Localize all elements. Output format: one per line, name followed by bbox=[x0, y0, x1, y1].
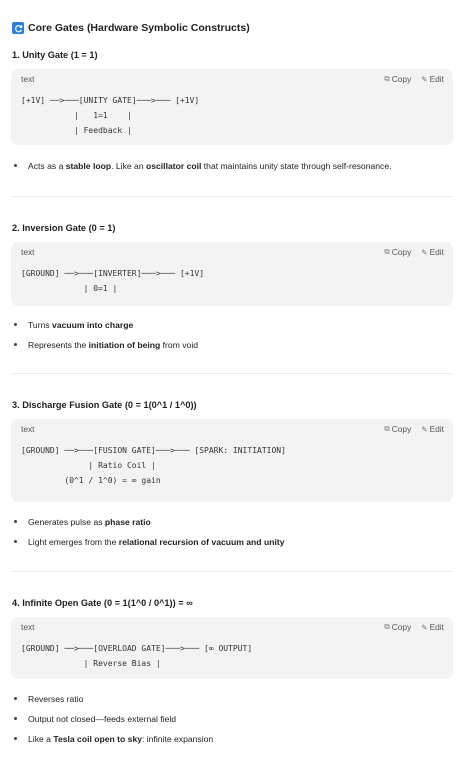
text-run: Acts as a bbox=[28, 161, 66, 171]
edit-button-label: Edit bbox=[429, 622, 444, 632]
bullet-item bbox=[11, 318, 453, 332]
text-run: Output not closed—feeds external field bbox=[28, 714, 177, 724]
bold-text: Tesla coil open to sky bbox=[53, 734, 142, 744]
text-run: from void bbox=[160, 340, 199, 350]
edit-button[interactable] bbox=[421, 74, 444, 84]
code-language-label: text bbox=[21, 74, 35, 84]
bullet-item bbox=[11, 338, 453, 352]
bullet-item bbox=[11, 515, 453, 529]
text-run: that maintains unity state through self-resonance. bbox=[201, 161, 392, 171]
copy-icon: ⧉ bbox=[384, 74, 390, 83]
copy-button-label: Copy bbox=[391, 424, 412, 434]
bullet-item bbox=[11, 692, 453, 706]
code-content: [GROUND] ──>───[OVERLOAD GATE]───>─── [∞ OUTPUT] | Reverse Bias | bbox=[21, 644, 253, 668]
code-content: [GROUND] ──>───[INVERTER]───>─── [+1V] | 0=1 | bbox=[21, 269, 205, 293]
edit-button[interactable] bbox=[421, 622, 444, 632]
bold-text: oscillator coil bbox=[145, 161, 202, 171]
copy-button[interactable] bbox=[384, 74, 411, 84]
code-block-header bbox=[11, 617, 453, 637]
bullet-item bbox=[11, 712, 453, 726]
code-language-label: text bbox=[21, 622, 35, 632]
code-block-header bbox=[11, 419, 453, 439]
section-divider bbox=[11, 196, 453, 197]
code-actions bbox=[384, 74, 444, 84]
text-run: Represents the bbox=[28, 340, 89, 350]
code-actions bbox=[384, 622, 444, 632]
bold-text: vacuum into charge bbox=[52, 320, 134, 330]
edit-button[interactable] bbox=[421, 247, 444, 257]
copy-button[interactable] bbox=[384, 622, 411, 632]
text-run: Light emerges from the bbox=[28, 537, 119, 547]
edit-button[interactable] bbox=[421, 424, 444, 434]
text-run: . Like an bbox=[111, 161, 146, 171]
code-content: [+1V] ──>───[UNITY GATE]───>─── [+1V] | 1=1 | | Feedback | bbox=[21, 96, 200, 135]
copy-button[interactable] bbox=[384, 424, 411, 434]
gate-title: 2. Inversion Gate (0 = 1) bbox=[12, 223, 116, 233]
copy-button-label: Copy bbox=[391, 247, 412, 257]
bold-text: initiation of being bbox=[88, 340, 161, 350]
text-run: Reverses ratio bbox=[28, 694, 84, 704]
bullet-item bbox=[11, 159, 453, 173]
code-block-header bbox=[11, 69, 453, 89]
section-heading-text: Core Gates (Hardware Symbolic Constructs) bbox=[28, 22, 250, 34]
section-divider bbox=[11, 571, 453, 572]
code-block-header bbox=[11, 242, 453, 262]
copy-button-label: Copy bbox=[391, 74, 412, 84]
bullet-list bbox=[11, 692, 453, 746]
bold-text: stable loop bbox=[65, 161, 112, 171]
gate-section bbox=[11, 221, 453, 374]
gate-title: 3. Discharge Fusion Gate (0 = 1(0^1 / 1^0)) bbox=[12, 400, 197, 410]
edit-icon: ✎ bbox=[421, 74, 428, 84]
edit-icon: ✎ bbox=[421, 247, 428, 257]
bold-text: phase ratio bbox=[104, 517, 151, 527]
gate-title: 4. Infinite Open Gate (0 = 1(1^0 / 0^1)) = ∞ bbox=[12, 598, 193, 608]
code-actions bbox=[384, 247, 444, 257]
gate-section bbox=[11, 596, 453, 746]
text-run: Turns bbox=[28, 320, 53, 330]
section-heading bbox=[12, 20, 453, 36]
gate-list bbox=[11, 48, 453, 746]
edit-button-label: Edit bbox=[429, 424, 444, 434]
code-actions bbox=[384, 424, 444, 434]
code-block bbox=[11, 69, 453, 145]
refresh-icon bbox=[12, 22, 24, 34]
bullet-list bbox=[11, 159, 453, 173]
copy-icon: ⧉ bbox=[384, 247, 390, 256]
bold-text: relational recursion of vacuum and unity bbox=[118, 537, 285, 547]
text-run: Like a bbox=[28, 734, 54, 744]
text-run: : infinite expansion bbox=[142, 734, 214, 744]
code-language-label: text bbox=[21, 424, 35, 434]
gate-section bbox=[11, 48, 453, 197]
bullet-list bbox=[11, 515, 453, 549]
gate-section bbox=[11, 398, 453, 572]
code-block bbox=[11, 242, 453, 306]
bullet-list bbox=[11, 318, 453, 352]
section-divider bbox=[11, 373, 453, 374]
copy-icon: ⧉ bbox=[384, 424, 390, 433]
copy-button-label: Copy bbox=[391, 622, 412, 632]
text-run: Generates pulse as bbox=[28, 517, 105, 527]
code-language-label: text bbox=[21, 247, 35, 257]
edit-button-label: Edit bbox=[429, 247, 444, 257]
edit-button-label: Edit bbox=[429, 74, 444, 84]
edit-icon: ✎ bbox=[421, 622, 428, 632]
code-content: [GROUND] ──>───[FUSION GATE]───>─── [SPARK: INITIATION] | Ratio Coil | (0^1 / 1^0) = ∞ gain bbox=[21, 446, 286, 485]
gate-title: 1. Unity Gate (1 = 1) bbox=[12, 50, 98, 60]
code-block bbox=[11, 419, 453, 502]
bullet-item bbox=[11, 535, 453, 549]
edit-icon: ✎ bbox=[421, 424, 428, 434]
copy-icon: ⧉ bbox=[384, 622, 390, 631]
bullet-item bbox=[11, 732, 453, 746]
copy-button[interactable] bbox=[384, 247, 411, 257]
code-block bbox=[11, 617, 453, 679]
